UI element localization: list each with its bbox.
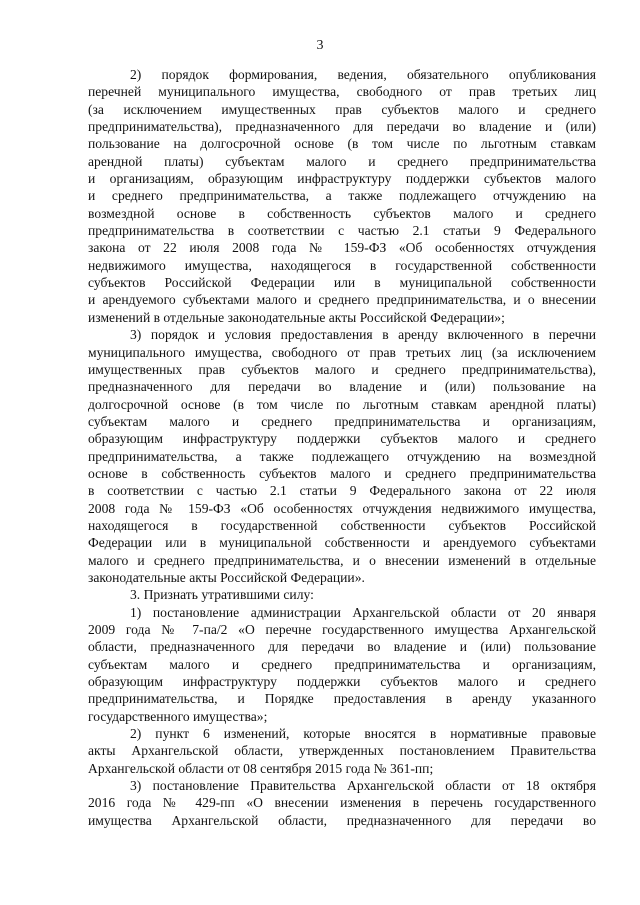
text-line: и организациям, образующим инфраструктуру поддержки субъектов малого — [88, 171, 596, 187]
paragraph — [88, 777, 596, 829]
text-line: субъектов Российской Федерации или в муниципальной собственности — [88, 275, 596, 291]
text-line: предпринимательства в соответствии с частью 2.1 статьи 9 Федерального — [88, 223, 596, 239]
text-line: пользование на долгосрочной основе (в том числе по льготным ставкам — [88, 136, 596, 152]
paragraph — [88, 604, 596, 725]
text-line: акты Архангельской области, утвержденных постановлением Правительства — [88, 743, 596, 759]
text-line: и среднего предпринимательства, а также подлежащего отчуждению на — [88, 188, 596, 204]
text-line: находящегося в государственной собственности субъектов Российской — [88, 517, 596, 533]
text-line: 2) пункт 6 изменений, которые вносятся в нормативные правовые — [130, 726, 596, 742]
text-line: 2) порядок формирования, ведения, обязательного опубликования — [130, 67, 596, 82]
text-line: Архангельской области от 08 сентября 2015 года № 361-пп; — [88, 760, 434, 776]
document-body — [88, 66, 596, 829]
paragraph — [88, 586, 596, 603]
text-line: и арендуемого субъектами малого и среднего предпринимательства, и о внесении — [88, 292, 596, 308]
text-line: долгосрочной основе (в том числе по льготным ставкам арендной платы) — [88, 396, 596, 412]
text-line: 2008 года № 159-ФЗ «Об особенностях отчуждения недвижимого имущества, — [88, 500, 596, 516]
text-line: образующим инфраструктуру поддержки субъектов малого и среднего — [88, 674, 596, 690]
text-line: 3) порядок и условия предоставления в аренду включенного в перечни — [130, 327, 596, 343]
text-line: 2009 года № 7-па/2 «О перечне государственного имущества Архангельской — [88, 622, 596, 637]
page-number: 3 — [316, 38, 324, 53]
text-line: субъектам малого и среднего предпринимательства и организациям, — [88, 656, 596, 672]
text-line: закона от 22 июля 2008 года № 159-ФЗ «Об особенностях отчуждения — [88, 240, 596, 256]
text-line: малого и среднего предпринимательства, и о внесении изменений в отдельные — [88, 552, 596, 568]
text-line: государственного имущества»; — [88, 708, 268, 724]
text-line: имущества Архангельской области, предназначенного для передачи во — [88, 812, 596, 828]
text-line: 1) постановление администрации Архангельской области от 20 января — [130, 604, 596, 620]
text-line: 3) постановление Правительства Архангельской области от 18 октября — [130, 778, 596, 794]
text-line: законодательные акты Российской Федерации». — [88, 569, 365, 585]
paragraph — [88, 725, 596, 777]
text-line: предпринимательства, а также подлежащего отчуждению на возмездной — [88, 448, 596, 464]
text-line: предназначенного для передачи во владение и (или) пользование на — [88, 379, 596, 395]
text-line: недвижимого имущества, находящегося в государственной собственности — [88, 257, 596, 273]
text-line: образующим инфраструктуру поддержки субъектов малого и среднего — [88, 431, 596, 447]
text-line: имущественных прав субъектов малого и среднего предпринимательства), — [88, 361, 596, 377]
text-line: предпринимательства, и Порядке предоставления в аренду указанного — [88, 691, 596, 707]
paragraph — [88, 326, 596, 586]
paragraph — [88, 66, 596, 326]
text-line: предпринимательства), предназначенного для передачи во владение и (или) — [88, 119, 596, 135]
text-line: (за исключением имущественных прав субъектов малого и среднего — [88, 101, 596, 117]
text-line: области, предназначенного для передачи во владение и (или) пользование — [88, 639, 596, 655]
text-line: субъектам малого и среднего предпринимательства и организациям, — [88, 413, 596, 429]
text-line: Федерации или в муниципальной собственности и арендуемого субъектами — [88, 535, 596, 551]
text-line: в соответствии с частью 2.1 статьи 9 Федерального закона от 22 июля — [88, 483, 596, 499]
text-line: основе в собственность субъектов малого и среднего предпринимательства — [88, 465, 596, 481]
text-line: перечней муниципального имущества, свободного от прав третьих лиц — [88, 84, 596, 100]
text-line: 2016 года № 429-пп «О внесении изменения в перечень государственного — [88, 795, 596, 811]
text-line: муниципального имущества, свободного от прав третьих лиц (за исключением — [88, 344, 596, 360]
text-line: изменений в отдельные законодательные акты Российской Федерации»; — [88, 309, 505, 325]
text-line: 3. Признать утратившими силу: — [130, 587, 314, 603]
text-line: возмездной основе в собственность субъектов малого и среднего — [88, 205, 596, 221]
text-line: арендной платы) субъектам малого и среднего предпринимательства — [88, 153, 596, 169]
